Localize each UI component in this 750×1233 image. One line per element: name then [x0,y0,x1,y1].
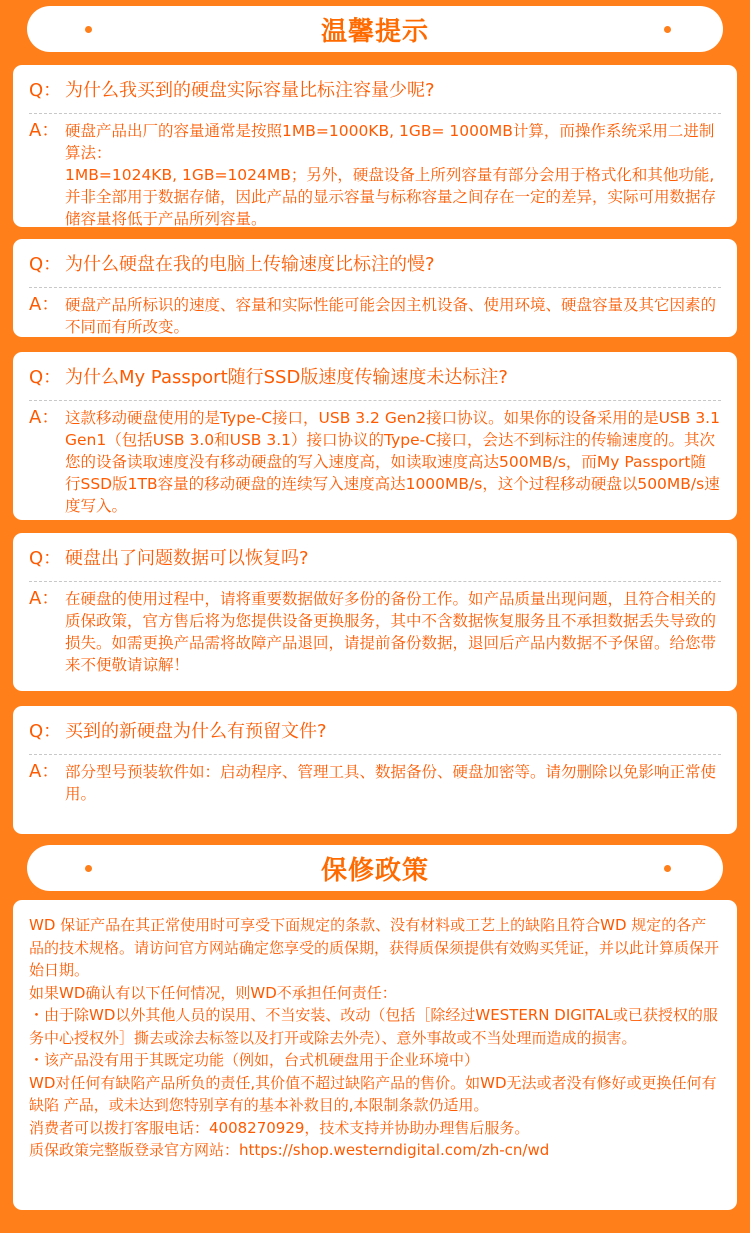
faq-card-5 [13,706,737,834]
q-label: Q： [29,254,62,275]
faq-answer: 硬盘产品出厂的容量通常是按照1MB=1000KB, 1GB= 1000MB计算，而操作系统采用二进制算法： 1MB=1024KB, 1GB=1024MB；另外，硬盘设备上所列容量有部分会用于格式化和其他功能,并非全部用于数据存储，因此产品的显示容量与标称容量之间存在一定的差异，实际可用数据存储容量将低于产品所列容量。 [65,122,717,228]
q-label: Q： [29,367,62,388]
faq-question: 为什么My Passport随行SSD版速度传输速度未达标注? [65,367,508,388]
faq-question-row [29,706,721,755]
faq-answer-row [29,288,721,338]
a-label: A： [29,761,60,782]
faq-answer-row [29,401,721,517]
q-label: Q： [29,721,62,742]
faq-question: 买到的新硬盘为什么有预留文件? [65,721,327,742]
tips-title: 温馨提示 [320,16,429,47]
a-label: A： [29,120,60,141]
faq-answer-row [29,755,721,805]
q-label: Q： [29,80,62,101]
faq-question-row [29,239,721,288]
q-label: Q： [29,548,62,569]
a-label: A： [29,294,60,315]
warranty-policy-text: WD 保证产品在其正常使用时可享受下面规定的条款、没有材料或工艺上的缺陷且符合WD 规定的各产品的技术规格。请访问官方网站确定您享受的质保期，获得质保须提供有效购买凭证，并以此计算质保开始日期。 如果WD确认有以下任何情况，则WD不承担任何责任： ・由于除WD以外其他人员的误用、不当安装、改动（包括［除经过WESTERN DIGITAL或已获授权的服务中心授权外］撕去或涂去标签以及打开或除去外壳）、意外事故或不当处理而造成的损害。 ・该产品没有用于其既定功能（例如，台式机硬盘用于企业环境中） WD对任何有缺陷产品所负的责任,其价值不超过缺陷产品的售价。如WD无法或者没有修好或更换任何有缺陷 产品，或未达到您特别享有的基本补救目的,本限制条款仍适用。 消费者可以拨打客服电话：4008270929，技术支持并协助办理售后服务。 质保政策完整版登录官方网站：https://shop.westerndigital.com/zh-cn/wd [13,900,737,1210]
faq-question: 为什么硬盘在我的电脑上传输速度比标注的慢? [65,254,435,275]
faq-answer: 在硬盘的使用过程中，请将重要数据做好多份的备份工作。如产品质量出现问题，且符合相关的质保政策，官方售后将为您提供设备更换服务，其中不含数据恢复服务且不承担数据丢失导致的损失。如需更换产品需将故障产品退回，请提前备份数据，退回后产品内数据不予保留。给您带来不便敬请谅解！ [65,590,717,674]
faq-question: 为什么我买到的硬盘实际容量比标注容量少呢? [65,80,435,101]
faq-question: 硬盘出了问题数据可以恢复吗? [65,548,309,569]
tips-header [27,6,723,52]
faq-card-3 [13,352,737,520]
bullet-dot-icon [85,865,92,872]
faq-card-1 [13,65,737,227]
faq-question-row [29,65,721,114]
faq-card-2 [13,239,737,337]
warranty-header [27,845,723,891]
faq-answer: 硬盘产品所标识的速度、容量和实际性能可能会因主机设备、使用环境、硬盘容量及其它因素的不同而有所改变。 [65,296,717,336]
bullet-dot-icon [664,26,671,33]
bullet-dot-icon [664,865,671,872]
faq-answer-row [29,114,721,230]
a-label: A： [29,588,60,609]
faq-answer: 这款移动硬盘使用的是Type-C接口，USB 3.2 Gen2接口协议。如果你的设备采用的是USB 3.1 Gen1（包括USB 3.0和USB 3.1）接口协议的Type-C接口，会达不到标注的传输速度的。其次您的设备读取速度没有移动硬盘的写入速度高，如读取速度高达500MB/s，而My Passport随行SSD版1TB容量的移动硬盘的连续写入速度高达1000MB/s，这个过程移动硬盘以500MB/s速度写入。 [65,409,720,515]
faq-answer-row [29,582,721,676]
bullet-dot-icon [85,26,92,33]
warranty-title: 保修政策 [320,855,429,886]
a-label: A： [29,407,60,428]
faq-answer: 部分型号预装软件如：启动程序、管理工具、数据备份、硬盘加密等。请勿删除以免影响正常使用。 [65,763,717,803]
faq-card-4 [13,533,737,691]
faq-question-row [29,352,721,401]
faq-question-row [29,533,721,582]
